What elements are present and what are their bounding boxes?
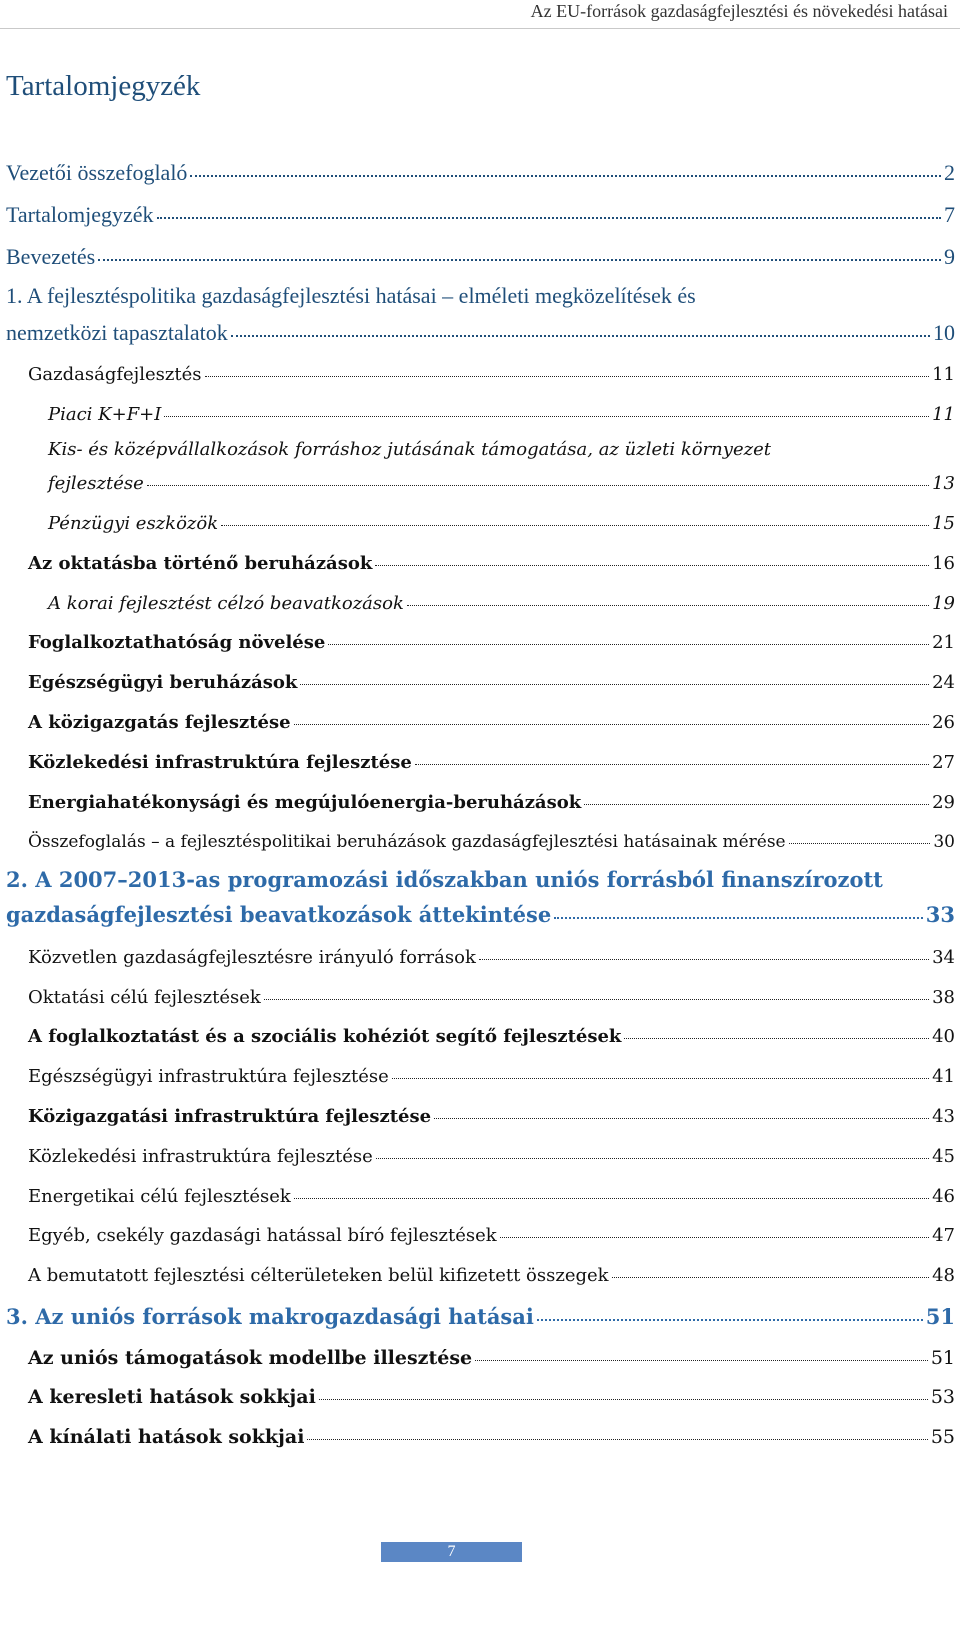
dot-leader [537, 1298, 923, 1321]
toc-entry-label: Egyéb, csekély gazdasági hatással bíró fejlesztések [28, 1225, 497, 1246]
dot-leader [612, 1259, 930, 1278]
toc-entry-page: 16 [932, 553, 955, 574]
toc-entry-label: Bevezetés [6, 244, 96, 269]
toc-entry-page: 26 [932, 712, 955, 733]
toc-entry-page: 55 [930, 1426, 955, 1448]
toc-entry-page: 34 [932, 947, 955, 968]
toc-entry-page: 38 [932, 987, 955, 1008]
toc-entry[interactable] [0, 749, 960, 773]
toc-chapter-3[interactable] [0, 1301, 960, 1329]
toc-entry-page: 40 [932, 1026, 955, 1047]
toc-entry[interactable] [0, 629, 960, 653]
toc-entry[interactable] [0, 1183, 960, 1207]
dot-leader [475, 1341, 928, 1361]
toc-entry-page: 53 [930, 1386, 955, 1408]
toc-entry[interactable] [0, 829, 960, 852]
page-number-badge [381, 1542, 522, 1562]
dot-leader [205, 358, 930, 377]
toc-entry-page: 51 [930, 1347, 955, 1369]
dot-leader [147, 467, 929, 486]
toc-entry-label: A keresleti hatások sokkjai [28, 1386, 316, 1408]
toc-entry-page: 45 [932, 1146, 955, 1167]
toc-entry-label: gazdaságfejlesztési beavatkozások áttekintése [6, 902, 552, 927]
dot-leader [294, 706, 930, 725]
page-number: 7 [447, 1543, 456, 1560]
toc-entry-label: 3. Az uniós források makrogazdasági hatásai [6, 1304, 534, 1329]
page-title: Tartalomjegyzék [6, 70, 201, 102]
toc-entry-page: 15 [932, 513, 955, 534]
dot-leader [328, 626, 929, 645]
dot-leader [415, 746, 929, 765]
toc-chapter-1[interactable] [0, 316, 960, 346]
dot-leader [294, 1180, 929, 1199]
toc-entry-label: A bemutatott fejlesztési célterületeken belül kifizetett összegek [28, 1265, 609, 1286]
toc-entry[interactable] [0, 1103, 960, 1127]
toc-entry-page: 10 [933, 320, 955, 345]
toc-entry-line1[interactable]: Kis- és középvállalkozások forráshoz jutásának támogatása, az üzleti környezet [48, 439, 771, 460]
toc-entry-page: 51 [925, 1304, 955, 1329]
dot-leader [319, 1380, 928, 1400]
dot-leader [98, 237, 941, 261]
dot-leader [307, 1420, 927, 1440]
toc-entry[interactable] [0, 984, 960, 1008]
toc-entry-label: Közigazgatási infrastruktúra fejlesztése [28, 1106, 432, 1127]
toc-entry-label: Összefoglalás – a fejlesztéspolitikai beruházások gazdaságfejlesztési hatásainak mérése [28, 832, 786, 852]
toc-entry[interactable] [0, 1143, 960, 1167]
toc-entry-page: 33 [925, 902, 955, 927]
toc-entry[interactable] [0, 1383, 960, 1408]
toc-entry-label: Gazdaságfejlesztés [28, 364, 202, 385]
running-header [0, 0, 960, 29]
toc-entry-page: 7 [944, 202, 955, 227]
toc-entry-page: 27 [932, 752, 955, 773]
toc-entry-label: Egészségügyi infrastruktúra fejlesztése [28, 1066, 389, 1087]
toc-entry[interactable] [0, 944, 960, 968]
toc-entry-label: A közigazgatás fejlesztése [28, 712, 291, 733]
toc-entry-intro[interactable] [0, 240, 960, 270]
toc-entry-page: 2 [944, 160, 955, 185]
dot-leader [300, 666, 929, 685]
toc-entry-page: 9 [944, 244, 955, 269]
dot-leader [479, 941, 929, 960]
toc-entry-label: Energetikai célú fejlesztések [28, 1186, 291, 1207]
toc-entry[interactable] [0, 789, 960, 813]
dot-leader [264, 981, 929, 1000]
toc-entry-label: A korai fejlesztést célzó beavatkozások [48, 593, 404, 614]
dot-leader [392, 1060, 929, 1079]
dot-leader [554, 896, 923, 919]
toc-entry-page: 43 [932, 1106, 955, 1127]
toc-entry[interactable] [0, 1023, 960, 1047]
toc-chapter-1-line1[interactable]: 1. A fejlesztéspolitika gazdaságfejlesztési hatásai – elméleti megközelítések és [6, 283, 696, 308]
toc-entry[interactable] [0, 590, 960, 614]
toc-entry-label: Közlekedési infrastruktúra fejlesztése [28, 1146, 373, 1167]
toc-entry[interactable] [0, 401, 960, 425]
toc-entry-page: 29 [932, 792, 955, 813]
toc-entry-label: fejlesztése [48, 473, 144, 494]
toc-entry-label: Közlekedési infrastruktúra fejlesztése [28, 752, 412, 773]
toc-entry-label: Egészségügyi beruházások [28, 672, 298, 693]
toc-entry-label: Oktatási célú fejlesztések [28, 987, 261, 1008]
toc-entry-label: Közvetlen gazdaságfejlesztésre irányuló források [28, 947, 476, 968]
toc-entry-page: 11 [932, 404, 955, 425]
toc-entry-label: Tartalomjegyzék [6, 202, 154, 227]
running-header-title: Az EU-források gazdaságfejlesztési és növekedési hatásai [530, 1, 948, 21]
toc-entry-label: Piaci K+F+I [48, 404, 162, 425]
toc-entry[interactable] [0, 470, 960, 494]
toc-entry[interactable] [0, 1344, 960, 1369]
toc-entry-page: 30 [933, 832, 955, 852]
dot-leader [624, 1020, 929, 1039]
toc-chapter-2-line1[interactable]: 2. A 2007–2013-as programozási időszakban uniós forrásból finanszírozott [6, 867, 883, 892]
toc-entry-contents[interactable] [0, 198, 960, 228]
toc-entry[interactable] [0, 669, 960, 693]
toc-entry-page: 21 [932, 632, 955, 653]
toc-entry-label: nemzetközi tapasztalatok [6, 320, 228, 345]
toc-entry-label: Energiahatékonysági és megújulóenergia-beruházások [28, 792, 582, 813]
toc-entry-page: 11 [932, 364, 955, 385]
toc-entry-label: Az oktatásba történő beruházások [28, 553, 373, 574]
toc-entry-label: Foglalkoztathatóság növelése [28, 632, 326, 653]
toc-chapter-2[interactable] [0, 899, 960, 927]
toc-entry[interactable] [0, 1063, 960, 1087]
dot-leader [157, 195, 941, 219]
dot-leader [231, 313, 930, 337]
toc-entry-label: A kínálati hatások sokkjai [28, 1426, 305, 1448]
dot-leader [375, 547, 929, 566]
dot-leader [500, 1219, 929, 1238]
toc-entry-page: 46 [932, 1186, 955, 1207]
dot-leader [376, 1140, 929, 1159]
toc-entry[interactable] [0, 1262, 960, 1286]
toc-entry-page: 41 [932, 1066, 955, 1087]
toc-entry-label: Pénzügyi eszközök [48, 513, 219, 534]
dot-leader [789, 826, 931, 844]
dot-leader [584, 786, 929, 805]
toc-entry-page: 48 [932, 1265, 955, 1286]
dot-leader [164, 398, 929, 417]
toc-entry-label: A foglalkoztatást és a szociális kohéziót segítő fejlesztések [28, 1026, 622, 1047]
toc-entry[interactable] [0, 510, 960, 534]
toc-entry[interactable] [0, 361, 960, 385]
toc-entry-page: 13 [932, 473, 955, 494]
toc-entry[interactable] [0, 709, 960, 733]
dot-leader [221, 507, 929, 526]
toc-entry-page: 19 [932, 593, 955, 614]
toc-entry-label: Az uniós támogatások modellbe illesztése [28, 1347, 473, 1369]
toc-entry-summary[interactable] [0, 156, 960, 186]
toc-entry-label: Vezetői összefoglaló [6, 160, 188, 185]
dot-leader [407, 587, 929, 606]
toc-entry[interactable] [0, 550, 960, 574]
toc-entry-page: 47 [932, 1225, 955, 1246]
dot-leader [190, 153, 941, 177]
toc-entry[interactable] [0, 1423, 960, 1448]
dot-leader [434, 1100, 929, 1119]
toc-entry[interactable] [0, 1222, 960, 1246]
toc-entry-page: 24 [932, 672, 955, 693]
